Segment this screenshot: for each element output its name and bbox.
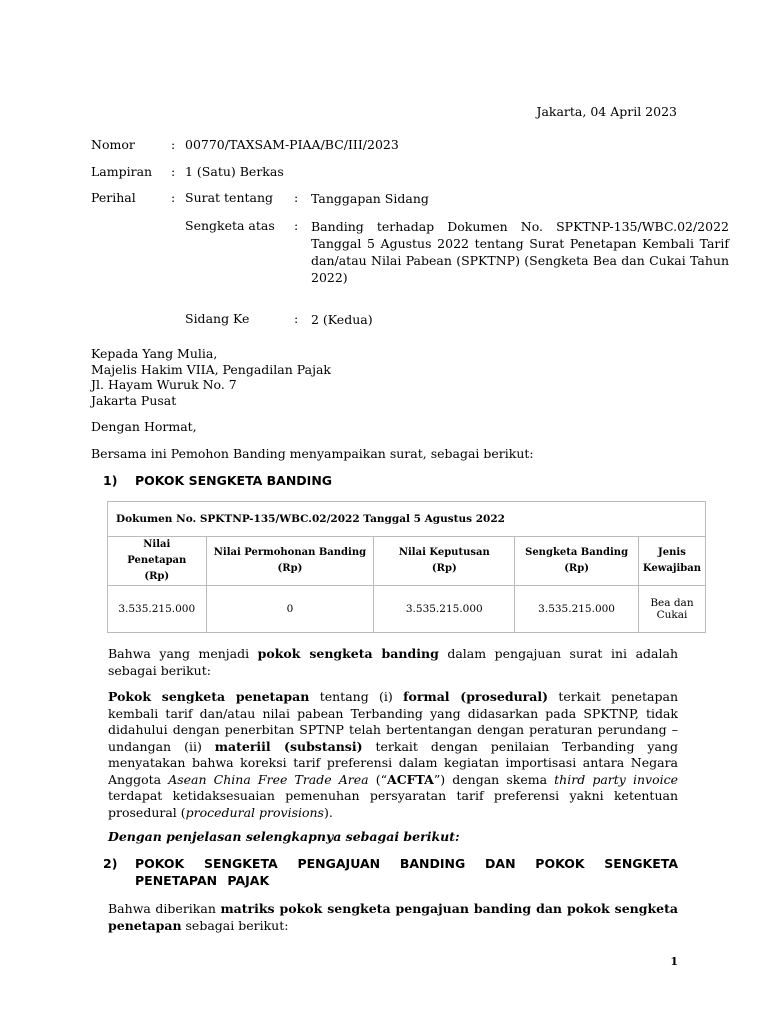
table-cell: 3.535.215.000 — [515, 586, 639, 633]
nomor-label: Nomor — [91, 137, 135, 152]
addressee-line: Kepada Yang Mulia, — [91, 346, 218, 361]
dispute-table — [107, 501, 706, 633]
surat-value: Tanggapan Sidang — [311, 191, 429, 206]
surat-label: Surat tentang — [185, 190, 274, 205]
greeting: Dengan Hormat, — [91, 419, 197, 434]
colon: : — [171, 190, 176, 205]
page-number: 1 — [670, 955, 678, 968]
table-title: Dokumen No. SPKTNP-135/WBC.02/2022 Tanggal 5 Agustus 2022 — [108, 502, 706, 537]
sidang-value: 2 (Kedua) — [311, 312, 373, 327]
colon: : — [171, 164, 176, 179]
paragraph-4: Bahwa diberikan matriks pokok sengketa pengajuan banding dan pokok sengketa penetapan sebagai berikut: — [108, 901, 678, 933]
addressee — [91, 346, 331, 408]
section1-title: POKOK SENGKETA BANDING — [135, 473, 333, 488]
table-cell: Bea dan Cukai — [638, 586, 705, 633]
header-cell: Nilai Keputusan (Rp) — [374, 537, 515, 586]
header-cell: Sengketa Banding (Rp) — [515, 537, 639, 586]
table-cell: 3.535.215.000 — [374, 586, 515, 633]
colon: : — [294, 190, 299, 205]
letter-date: Jakarta, 04 April 2023 — [536, 104, 677, 119]
colon: : — [294, 311, 299, 326]
lampiran-value: 1 (Satu) Berkas — [185, 164, 284, 179]
table-cell: 0 — [206, 586, 374, 633]
lampiran-label: Lampiran — [91, 164, 153, 179]
header-cell: Nilai Penetapan (Rp) — [108, 537, 207, 586]
table-row — [108, 586, 706, 633]
paragraph-3: Dengan penjelasan selengkapnya sebagai berikut: — [108, 829, 460, 844]
table-header-row — [108, 537, 706, 586]
addressee-line: Jakarta Pusat — [91, 392, 177, 408]
section2-number: 2) — [103, 856, 118, 871]
paragraph-2: Pokok sengketa penetapan tentang (i) formal (prosedural) terkait penetapan kembali tarif dan/atau nilai pabean Terbanding yang didasarkan pada SPKTNP, tidak didahului dengan penerbitan SPTNP telah bertentangan dengan peraturan perundang – undangan (ii) materiil (substansi) terkait dengan penilaian Terbanding yang menyatakan bahwa koreksi tarif preferensi dalam kegiatan importisasi antara Negara Anggota Asean China Free Trade Area (“ACFTA”) dengan skema third party invoice terdapat ketidaksesuaian pemenuhan persyaratan tarif preferensi yakni ketentuan prosedural (procedural provisions). — [108, 689, 679, 820]
header-cell: Jenis Kewajiban — [638, 537, 705, 586]
perihal-label: Perihal — [91, 190, 136, 205]
intro-text: Bersama ini Pemohon Banding menyampaikan surat, sebagai berikut: — [91, 446, 534, 461]
colon: : — [171, 137, 176, 152]
paragraph-1: Bahwa yang menjadi pokok sengketa banding dalam pengajuan surat ini adalah sebagai berikut: — [108, 646, 678, 678]
section2-title: POKOK SENGKETA PENGAJUAN BANDING DAN POKOK SENGKETA PENETAPAN PAJAK — [135, 856, 678, 888]
sengketa-value: Banding terhadap Dokumen No. SPKTNP-135/WBC.02/2022 Tanggal 5 Agustus 2022 tentang Surat Penetapan Kembali Tarif dan/atau Nilai Pabean (SPKTNP) (Sengketa Bea dan Cukai Tahun 2022) — [311, 219, 729, 285]
addressee-line: Majelis Hakim VIIA, Pengadilan Pajak — [91, 361, 331, 377]
nomor-value: 00770/TAXSAM-PIAA/BC/III/2023 — [185, 137, 399, 152]
header-cell: Nilai Permohonan Banding (Rp) — [206, 537, 374, 586]
colon: : — [294, 218, 299, 233]
table-cell: 3.535.215.000 — [108, 586, 207, 633]
sengketa-label: Sengketa atas — [185, 218, 275, 233]
section1-number: 1) — [103, 473, 118, 488]
addressee-line: Jl. Hayam Wuruk No. 7 — [91, 377, 237, 392]
sidang-label: Sidang Ke — [185, 311, 250, 326]
